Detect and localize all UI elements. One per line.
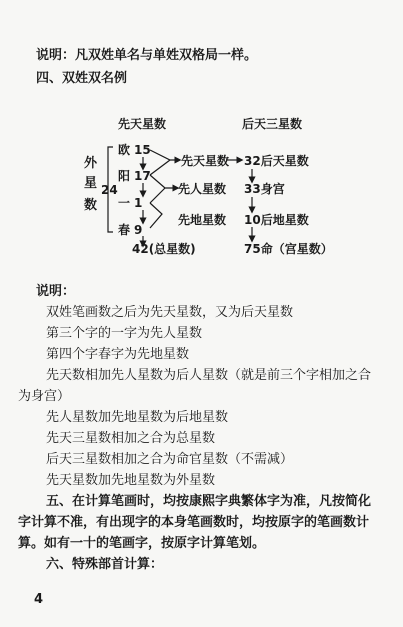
header-xiantian: 先天星数 <box>118 117 167 131</box>
note-6: 先天三星数相加之合为总星数 <box>46 431 216 446</box>
zig-1 <box>150 150 178 160</box>
diagram-lines <box>0 0 403 290</box>
value-houdi: 10后地星数 <box>244 213 309 227</box>
ming-stars: 75命（宫星数） <box>244 242 333 256</box>
label-xianren: 先人星数 <box>178 182 227 196</box>
note-4a: 先天数相加先人星数为后人星数（就是前三个字相加之合 <box>46 368 372 383</box>
strokes-yang: 17 <box>134 169 151 183</box>
header-houtian: 后天三星数 <box>242 117 303 131</box>
note-line-1: 说明：凡双姓单名与单姓双格局一样。 <box>36 48 258 63</box>
label-xiandi: 先地星数 <box>178 213 227 227</box>
strokes-yi: 1 <box>134 196 143 210</box>
outer-char-1: 外 <box>84 156 98 171</box>
char-yang: 阳 <box>118 169 131 183</box>
note-4b: 为身宫） <box>18 389 71 404</box>
char-chun: 春 <box>118 223 131 237</box>
note-3: 第四个字春字为先地星数 <box>46 347 190 362</box>
zig-5 <box>150 203 162 228</box>
section-heading-6: 六、特殊部首计算： <box>46 557 164 572</box>
notes-heading: 说明： <box>36 284 76 299</box>
label-xiantian: 先天星数 <box>181 154 230 168</box>
note-7: 后天三星数相加之合为命官星数（不需减） <box>46 452 294 467</box>
zig-4 <box>150 188 165 203</box>
page-number: 4 <box>34 592 44 607</box>
value-houtian: 32后天星数 <box>244 154 309 168</box>
zig-3 <box>150 175 176 188</box>
zig-2 <box>150 160 170 175</box>
note-2: 第三个字的一字为先人星数 <box>46 326 203 341</box>
note-1: 双姓笔画数之后为先天星数，又为后天星数 <box>46 305 294 320</box>
value-shengong: 33身宫 <box>244 182 285 196</box>
outer-bracket <box>108 147 113 232</box>
char-ou: 欧 <box>118 143 131 157</box>
outer-value: 24 <box>101 183 118 197</box>
char-yi: 一 <box>118 196 131 210</box>
section-heading-4: 四、双姓双名例 <box>36 71 128 86</box>
para-5-line-2: 字计算不准，有出现字的本身笔画数时，均按原字的笔画数计 <box>18 515 370 530</box>
strokes-chun: 9 <box>134 223 143 237</box>
para-5-line-3: 算。如有一十的笔画字，按原字计算笔划。 <box>18 536 266 551</box>
total-stars: 42(总星数) <box>132 242 196 256</box>
note-5: 先人星数加先地星数为后地星数 <box>46 410 229 425</box>
para-5-line-1: 五、在计算笔画时，均按康熙字典繁体字为准，凡按简化 <box>46 494 372 509</box>
strokes-ou: 15 <box>134 143 151 157</box>
note-8: 先天星数加先地星数为外星数 <box>46 473 216 488</box>
outer-char-3: 数 <box>84 198 98 213</box>
outer-char-2: 星 <box>84 176 98 191</box>
